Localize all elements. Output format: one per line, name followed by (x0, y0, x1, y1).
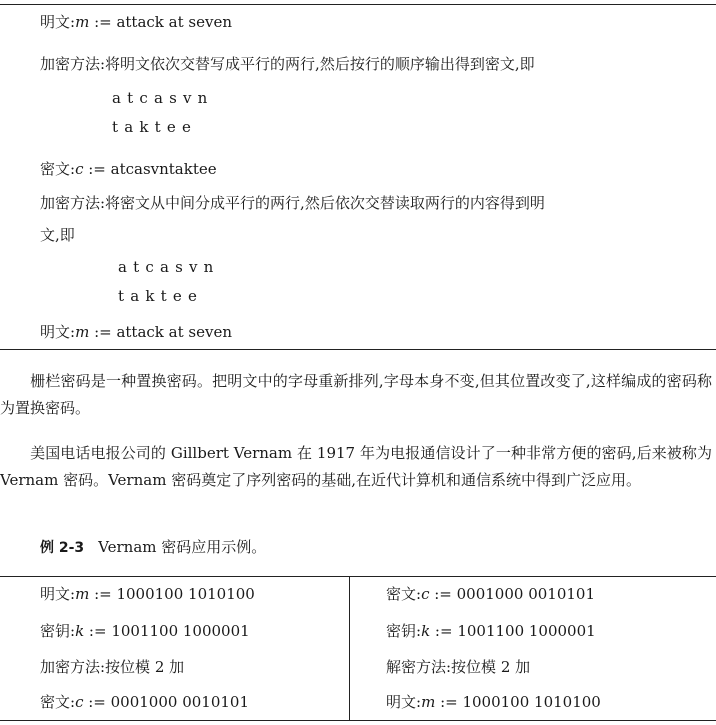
table-top-rule (0, 576, 716, 577)
table-left-row (40, 621, 250, 641)
label: 明文: (40, 323, 76, 341)
table-right-row (386, 584, 595, 604)
variable: m (75, 323, 90, 341)
table-bottom-rule (0, 720, 716, 721)
paragraph-rail-fence (0, 368, 712, 422)
top-box-bottom-rule (0, 349, 716, 350)
table-left-row (40, 692, 249, 712)
variable: k (421, 622, 431, 640)
value: := attack at seven (89, 13, 232, 31)
value: := 1000100 1010100 (89, 585, 255, 603)
label: 明文: (386, 693, 422, 711)
variable: c (75, 693, 84, 711)
table-right-row (386, 621, 596, 641)
label: 密文: (40, 693, 76, 711)
variable: c (421, 585, 430, 603)
table-left-row (40, 584, 255, 604)
label: 加密方法:按位模 2 加 (40, 658, 185, 676)
table-left-row (40, 657, 184, 677)
label: 密钥: (40, 622, 76, 640)
label: 密钥: (386, 622, 422, 640)
label: 明文: (40, 585, 76, 603)
ciphertext-line (40, 159, 217, 179)
plaintext-result-line (40, 322, 232, 342)
label: 明文: (40, 13, 76, 31)
decrypt-method-line: 加密方法:将密文从中间分成平行的两行,然后依次交替读取两行的内容得到明 (40, 194, 545, 212)
variable: m (421, 693, 436, 711)
paragraph-vernam (0, 440, 712, 494)
encrypt-method-line: 加密方法:将明文依次交替写成平行的两行,然后按行的顺序输出得到密文,即 (40, 55, 535, 73)
paragraph-text: 美国电话电报公司的 Gillbert Vernam 在 1917 年为电报通信设计了一种非常方便的密码,后来被称为 Vernam 密码。Vernam 密码奠定了序列密码的基础,在近代计算机和通信系统中得到广泛应用。 (0, 444, 712, 489)
value: := 1000100 1010100 (435, 693, 601, 711)
rail-row-3: atcasvn (118, 258, 220, 276)
value: := attack at seven (89, 323, 232, 341)
decrypt-method-line-cont: 文,即 (40, 226, 75, 244)
value: := atcasvntaktee (83, 160, 217, 178)
value: := 0001000 0010101 (429, 585, 596, 603)
variable: k (75, 622, 85, 640)
label: 解密方法:按位模 2 加 (386, 658, 531, 676)
variable: m (75, 585, 90, 603)
example-text: Vernam 密码应用示例。 (98, 538, 267, 556)
top-box-top-rule (0, 4, 716, 5)
table-right-row (386, 657, 530, 677)
rail-row-2: taktee (112, 118, 198, 136)
table-right-row (386, 692, 601, 712)
table-column-divider (349, 577, 350, 720)
value: := 1001100 1000001 (84, 622, 250, 640)
rail-row-1: atcasvn (112, 89, 214, 107)
paragraph-text: 栅栏密码是一种置换密码。把明文中的字母重新排列,字母本身不变,但其位置改变了,这样编成的密码称为置换密码。 (0, 372, 712, 417)
plaintext-line (40, 12, 232, 32)
example-heading (40, 537, 266, 558)
variable: m (75, 13, 90, 31)
value: := 0001000 0010101 (83, 693, 250, 711)
example-label: 例 2-3 (40, 540, 85, 556)
value: := 1001100 1000001 (430, 622, 596, 640)
rail-row-4: taktee (118, 287, 204, 305)
label: 密文: (40, 160, 76, 178)
variable: c (75, 160, 84, 178)
label: 密文: (386, 585, 422, 603)
